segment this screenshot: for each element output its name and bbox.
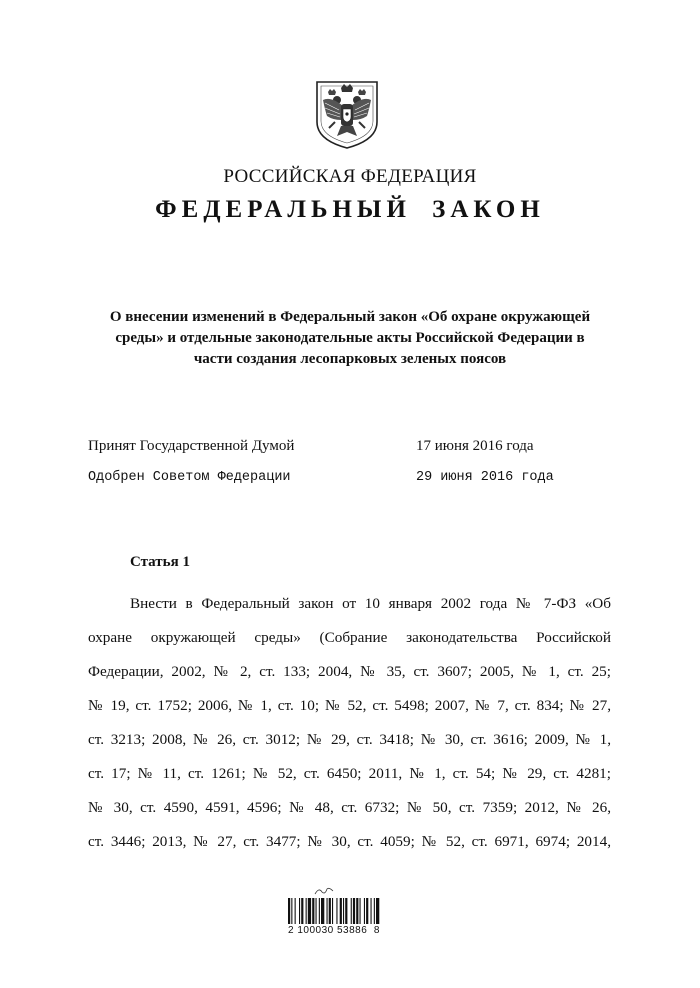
body-line: охране окружающей среды» (Собрание законодательства Российской — [88, 629, 611, 646]
law-title-line: части создания лесопарковых зеленых поясов — [193, 351, 507, 367]
barcode-number: 2 100030 53886 8 — [288, 925, 380, 936]
adoption-date: 29 июня 2016 года — [416, 470, 554, 485]
coat-of-arms-icon — [313, 76, 381, 150]
article-heading: Статья 1 — [130, 554, 190, 570]
law-title — [60, 307, 640, 370]
law-title-line: О внесении изменений в Федеральный закон «Об охране окружающей — [109, 309, 591, 325]
adoption-label: Принят Государственной Думой — [88, 438, 295, 454]
body-line: ст. 3446; 2013, № 27, ст. 3477; № 30, ст. 4059; № 52, ст. 6971, 6974; 2014, — [88, 833, 611, 850]
body-line: Внести в Федеральный закон от 10 января 2002 года № 7-ФЗ «Об — [130, 595, 611, 612]
article-body — [88, 587, 611, 859]
adoption-date: 17 июня 2016 года — [416, 438, 534, 454]
body-line: ст. 17; № 11, ст. 1261; № 52, ст. 6450; 2011, № 1, ст. 54; № 29, ст. 4281; — [88, 765, 611, 782]
document-type: ФЕДЕРАЛЬНЫЙ ЗАКОН — [155, 196, 545, 223]
body-line: № 30, ст. 4590, 4591, 4596; № 48, ст. 6732; № 50, ст. 7359; 2012, № 26, — [88, 799, 611, 816]
body-line: ст. 3213; 2008, № 26, ст. 3012; № 29, ст. 3418; № 30, ст. 3616; 2009, № 1, — [88, 731, 611, 748]
body-line: Федерации, 2002, № 2, ст. 133; 2004, № 35, ст. 3607; 2005, № 1, ст. 25; — [88, 663, 611, 680]
body-line: № 19, ст. 1752; 2006, № 1, ст. 10; № 52, ст. 5498; 2007, № 7, ст. 834; № 27, — [88, 697, 611, 714]
law-title-line: среды» и отдельные законодательные акты Российской Федерации в — [115, 330, 585, 346]
adoption-label: Одобрен Советом Федерации — [88, 470, 291, 485]
country-name: РОССИЙСКАЯ ФЕДЕРАЦИЯ — [223, 166, 477, 187]
